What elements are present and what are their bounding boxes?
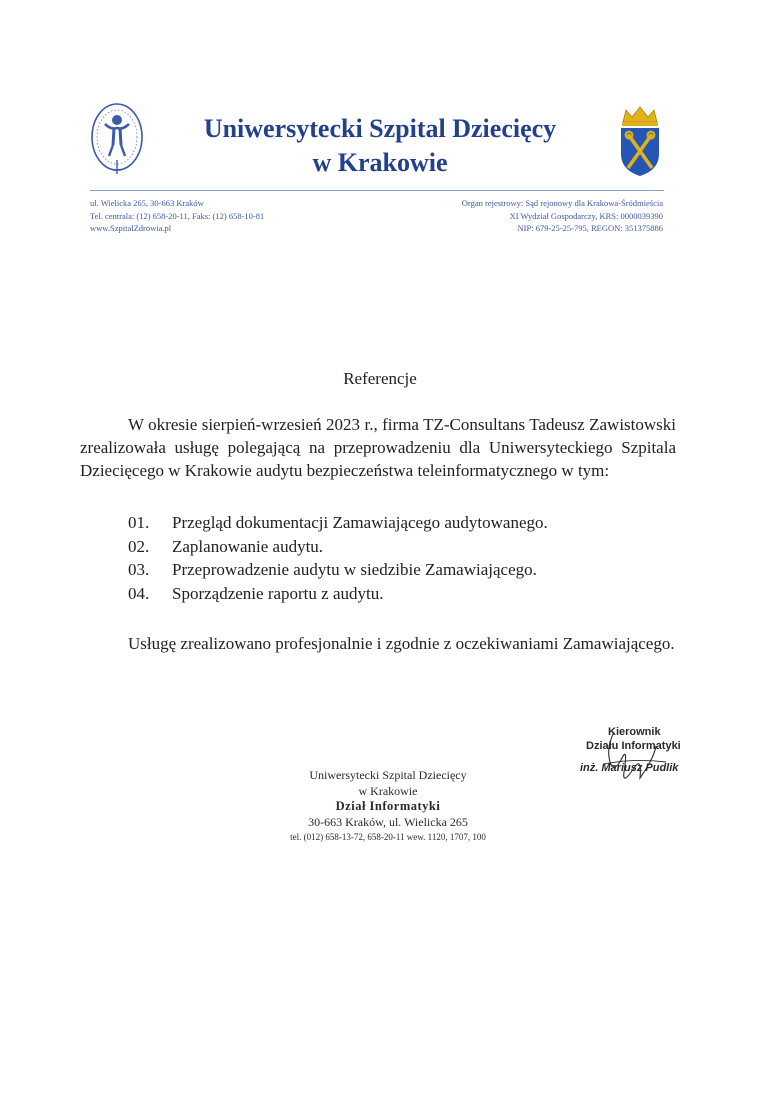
stamp-hospital-name: Uniwersytecki Szpital Dziecięcy	[309, 768, 467, 782]
hospital-name-line1: Uniwersytecki Szpital Dziecięcy	[203, 114, 557, 143]
list-item-text: Zaplanowanie audytu.	[172, 536, 324, 556]
signatory-position: Kierownik	[608, 726, 661, 738]
document-title: Referencje	[343, 369, 417, 388]
stamp-address: 30-663 Kraków, ul. Wielicka 265	[308, 814, 468, 829]
child-emblem-icon	[88, 100, 146, 178]
list-item	[128, 535, 548, 559]
list-item-number: 01.	[128, 513, 150, 532]
krs-line: XI Wydział Gospodarczy, KRS: 0000039390	[509, 210, 663, 221]
phone-line: Tel. centrala: (12) 658-20-11, Faks: (12) 658-10-81	[90, 210, 265, 221]
intro-paragraph: W okresie sierpień-wrzesień 2023 r., firma TZ-Consultans Tadeusz Zawistowski zrealizowała usługę polegającą na przeprowadzeniu dla Uniwersyteckiego Szpitala Dziecięcego w Krakowie audytu bezpieczeństwa teleinformatycznego w tym:	[80, 415, 676, 480]
crowned-shield-crossed-keys-icon	[617, 104, 663, 178]
list-item-text: Sporządzenie raportu z audytu.	[172, 583, 384, 603]
contact-info-left	[90, 197, 264, 235]
registry-line: Organ rejestrowy: Sąd rejonowy dla Krakowa-Śródmieścia	[461, 198, 663, 208]
list-item	[128, 511, 548, 535]
signatory-name: inż. Mariusz Pudlik	[580, 762, 679, 774]
signatory-department: Działu Informatyki	[586, 739, 681, 752]
header-divider	[90, 190, 664, 191]
list-item-number: 04.	[128, 583, 150, 603]
stamp-department-name: Dział Informatyki	[335, 799, 441, 813]
registration-info-right	[462, 197, 663, 235]
closing-paragraph: Usługę zrealizowano profesjonalnie i zgodnie z oczekiwaniami Zamawiającego.	[128, 634, 675, 653]
hospital-name	[160, 112, 600, 180]
handwritten-signature	[584, 728, 680, 790]
list-item-text: Przegląd dokumentacji Zamawiającego audytowanego.	[172, 513, 548, 532]
address-line: ul. Wielicka 265, 30-663 Kraków	[90, 198, 204, 208]
list-item-number: 02.	[128, 536, 150, 556]
list-item-number: 03.	[128, 560, 150, 579]
department-stamp	[270, 768, 506, 846]
list-item	[128, 558, 548, 582]
scope-list	[128, 511, 548, 605]
stamp-city: w Krakowie	[358, 783, 418, 798]
website-line: www.SzpitalZdrowia.pl	[90, 223, 172, 233]
stamp-phone: tel. (012) 658-13-72, 658-20-11 wew. 1120, 1707, 100	[290, 832, 486, 842]
nip-regon-line: NIP: 679-25-25-795, REGON: 351375886	[517, 223, 663, 233]
hospital-name-line2: w Krakowie	[312, 148, 448, 177]
list-item-text: Przeprowadzenie audytu w siedzibie Zamawiającego.	[172, 560, 537, 579]
list-item	[128, 582, 548, 606]
